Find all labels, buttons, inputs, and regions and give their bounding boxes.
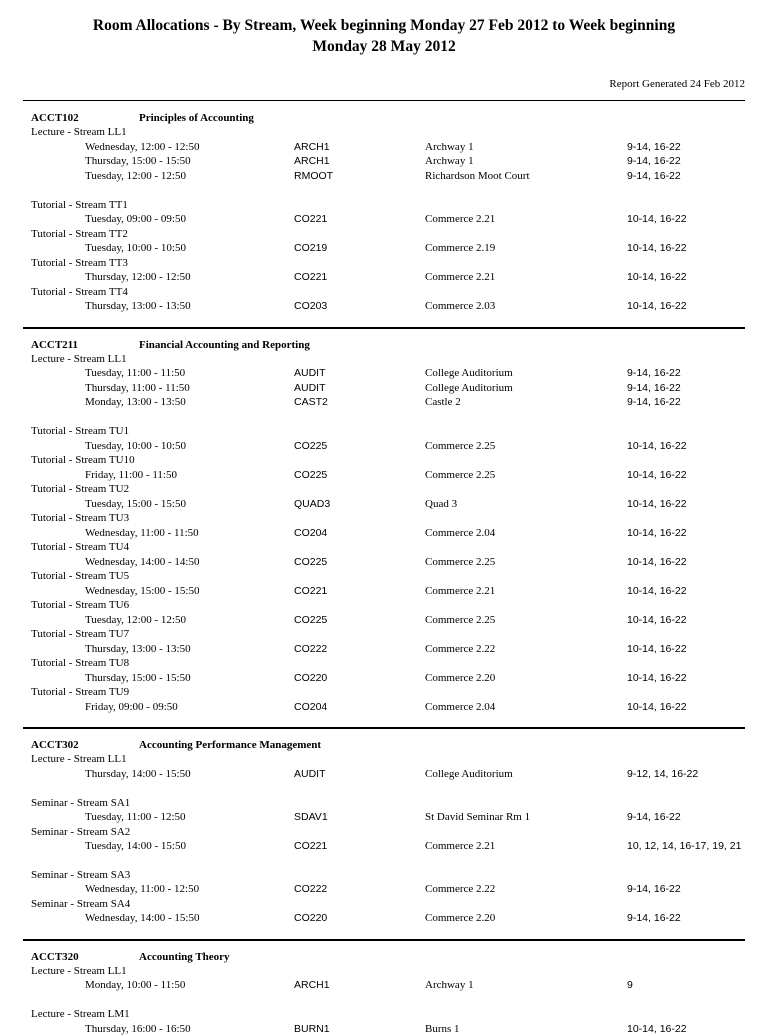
room-name: Commerce 2.21 [425,271,496,283]
session-time: Tuesday, 12:00 - 12:50 [85,169,186,182]
session-weeks: 10-14, 16-22 [627,497,687,510]
session-weeks: 10-14, 16-22 [627,613,687,626]
session-time: Wednesday, 14:00 - 15:50 [85,912,200,924]
report-title-line1: Room Allocations - By Stream, Week beginning Monday 27 Feb 2012 to Week beginning [92,17,676,34]
room-code: AUDIT [294,381,326,394]
room-code: CO204 [294,700,328,713]
room-name: College Auditorium [425,767,513,780]
room-code: CO221 [294,840,328,852]
room-code: CO222 [294,642,328,655]
room-code: SDAV1 [294,811,328,823]
session-weeks: 10-14, 16-22 [627,584,687,597]
session-weeks: 9-14, 16-22 [627,169,681,182]
course-code: ACCT302 [31,739,79,751]
room-name: Archway 1 [425,979,474,991]
room-name: College Auditorium [425,367,513,379]
room-code: BURN1 [294,1022,330,1035]
room-code: CO225 [294,613,328,626]
session-time: Wednesday, 11:00 - 11:50 [85,526,199,539]
stream-label: Tutorial - Stream TU1 [31,425,130,437]
room-code: CO225 [294,439,328,452]
session-weeks: 10-14, 16-22 [627,526,687,539]
room-code: CO221 [294,213,328,225]
session-time: Friday, 09:00 - 09:50 [85,700,178,713]
room-code: ARCH1 [294,979,330,991]
stream-label: Tutorial - Stream TT3 [31,256,128,269]
session-weeks: 9-14, 16-22 [627,140,681,153]
stream-label: Tutorial - Stream TU3 [31,512,130,524]
stream-label: Tutorial - Stream TT2 [31,227,128,240]
room-code: CO204 [294,526,328,539]
stream-label: Tutorial - Stream TU5 [31,570,130,582]
room-name: St David Seminar Rm 1 [425,811,531,823]
stream-label: Tutorial - Stream TU10 [31,454,135,466]
session-time: Tuesday, 14:00 - 15:50 [85,840,186,852]
session-time: Tuesday, 12:00 - 12:50 [85,613,186,626]
stream-label: Tutorial - Stream TT1 [31,198,128,211]
stream-label: Seminar - Stream SA4 [31,897,131,910]
session-weeks: 10-14, 16-22 [627,242,687,254]
session-weeks: 10-14, 16-22 [627,439,687,452]
session-weeks: 9-14, 16-22 [627,396,681,408]
room-name: Commerce 2.21 [425,213,496,225]
course-name: Accounting Performance Management [139,739,322,751]
room-code: RMOOT [294,169,334,182]
room-code: CO222 [294,883,328,895]
session-weeks: 10-14, 16-22 [627,213,687,225]
section-divider [23,327,745,329]
room-code: ARCH1 [294,155,330,167]
stream-label: Tutorial - Stream TU8 [31,657,130,669]
session-weeks: 10-14, 16-22 [627,271,687,283]
stream-label: Lecture - Stream LL1 [31,352,127,365]
room-name: Archway 1 [425,140,474,153]
session-time: Tuesday, 10:00 - 10:50 [85,242,186,254]
stream-label: Lecture - Stream LL1 [31,964,127,977]
stream-label: Tutorial - Stream TU9 [31,686,130,698]
room-name: Castle 2 [425,396,461,408]
session-time: Tuesday, 11:00 - 11:50 [85,367,186,379]
session-time: Tuesday, 09:00 - 09:50 [85,213,186,225]
session-time: Monday, 13:00 - 13:50 [85,396,186,408]
room-name: Commerce 2.19 [425,242,496,254]
section-divider [23,939,745,941]
room-code: CO225 [294,555,328,568]
room-name: Commerce 2.20 [425,912,496,924]
session-time: Thursday, 15:00 - 15:50 [85,155,191,167]
session-time: Tuesday, 15:00 - 15:50 [85,497,186,510]
room-code: CO225 [294,468,328,481]
room-name: Commerce 2.21 [425,840,496,852]
room-name: Quad 3 [425,497,458,510]
session-time: Wednesday, 11:00 - 12:50 [85,883,200,895]
session-weeks: 10-14, 16-22 [627,555,687,568]
session-time: Thursday, 14:00 - 15:50 [85,767,191,780]
room-name: Commerce 2.25 [425,613,496,626]
room-code: CO219 [294,242,328,254]
stream-label: Tutorial - Stream TU6 [31,599,130,611]
session-time: Tuesday, 11:00 - 12:50 [85,811,186,823]
stream-label: Lecture - Stream LL1 [31,126,127,138]
session-time: Wednesday, 14:00 - 14:50 [85,555,200,568]
course-name: Accounting Theory [139,950,230,963]
session-weeks: 9-14, 16-22 [627,367,681,379]
room-name: Archway 1 [425,155,474,167]
room-name: Commerce 2.21 [425,584,496,597]
room-code: CO221 [294,271,328,283]
stream-label: Seminar - Stream SA3 [31,868,131,881]
stream-label: Seminar - Stream SA1 [31,796,131,809]
session-time: Friday, 11:00 - 11:50 [85,468,177,481]
session-weeks: 9-14, 16-22 [627,811,681,823]
course-name: Financial Accounting and Reporting [139,338,310,351]
stream-label: Tutorial - Stream TU2 [31,483,130,495]
room-name: Richardson Moot Court [425,169,530,182]
course-code: ACCT211 [31,338,79,351]
session-weeks: 10-14, 16-22 [627,671,687,684]
session-weeks: 10-14, 16-22 [627,300,687,312]
report-title-line2: Monday 28 May 2012 [312,38,456,55]
stream-label: Lecture - Stream LM1 [31,1008,130,1020]
room-code: ARCH1 [294,140,330,153]
session-time: Thursday, 16:00 - 16:50 [85,1022,191,1035]
session-weeks: 9-14, 16-22 [627,883,681,895]
room-code: QUAD3 [294,497,331,510]
stream-label: Seminar - Stream SA2 [31,825,131,838]
section-divider [23,100,745,101]
session-time: Wednesday, 12:00 - 12:50 [85,140,200,153]
session-weeks: 10, 12, 14, 16-17, 19, 21 [627,840,742,852]
room-name: Commerce 2.04 [425,700,496,713]
session-weeks: 10-14, 16-22 [627,700,687,713]
section-divider [23,727,745,729]
session-time: Wednesday, 15:00 - 15:50 [85,584,200,597]
stream-label: Tutorial - Stream TT4 [31,285,128,298]
room-name: Commerce 2.25 [425,439,496,452]
session-time: Monday, 10:00 - 11:50 [85,979,186,991]
room-code: CO220 [294,671,328,684]
session-weeks: 10-14, 16-22 [627,468,687,481]
session-time: Thursday, 13:00 - 13:50 [85,642,191,655]
session-time: Thursday, 12:00 - 12:50 [85,271,191,283]
session-time: Thursday, 11:00 - 11:50 [85,381,190,394]
session-weeks: 9-14, 16-22 [627,381,681,394]
course-code: ACCT320 [31,950,79,963]
room-code: CO220 [294,912,328,924]
room-code: CAST2 [294,396,328,408]
stream-label: Tutorial - Stream TU7 [31,628,130,640]
room-code: AUDIT [294,367,326,379]
course-name: Principles of Accounting [139,112,254,124]
session-time: Tuesday, 10:00 - 10:50 [85,439,186,452]
room-code: AUDIT [294,767,326,780]
room-name: Commerce 2.04 [425,526,496,539]
course-code: ACCT102 [31,112,79,124]
session-weeks: 9-14, 16-22 [627,912,681,924]
session-weeks: 10-14, 16-22 [627,642,687,655]
room-name: Commerce 2.25 [425,555,496,568]
stream-label: Tutorial - Stream TU4 [31,541,130,553]
session-time: Thursday, 13:00 - 13:50 [85,300,191,312]
room-code: CO221 [294,584,328,597]
session-weeks: 10-14, 16-22 [627,1022,687,1035]
room-name: Commerce 2.20 [425,671,496,684]
room-name: Commerce 2.25 [425,468,496,481]
stream-label: Lecture - Stream LL1 [31,753,127,765]
report-generated-date: Report Generated 24 Feb 2012 [609,78,745,90]
report-title [0,15,768,57]
room-code: CO203 [294,300,328,312]
room-name: Commerce 2.03 [425,300,496,312]
session-weeks: 9 [627,979,633,991]
session-weeks: 9-14, 16-22 [627,155,681,167]
room-name: Burns 1 [425,1022,460,1035]
session-weeks: 9-12, 14, 16-22 [627,767,699,780]
session-time: Thursday, 15:00 - 15:50 [85,671,191,684]
room-name: Commerce 2.22 [425,883,496,895]
room-name: Commerce 2.22 [425,642,496,655]
room-name: College Auditorium [425,381,513,394]
